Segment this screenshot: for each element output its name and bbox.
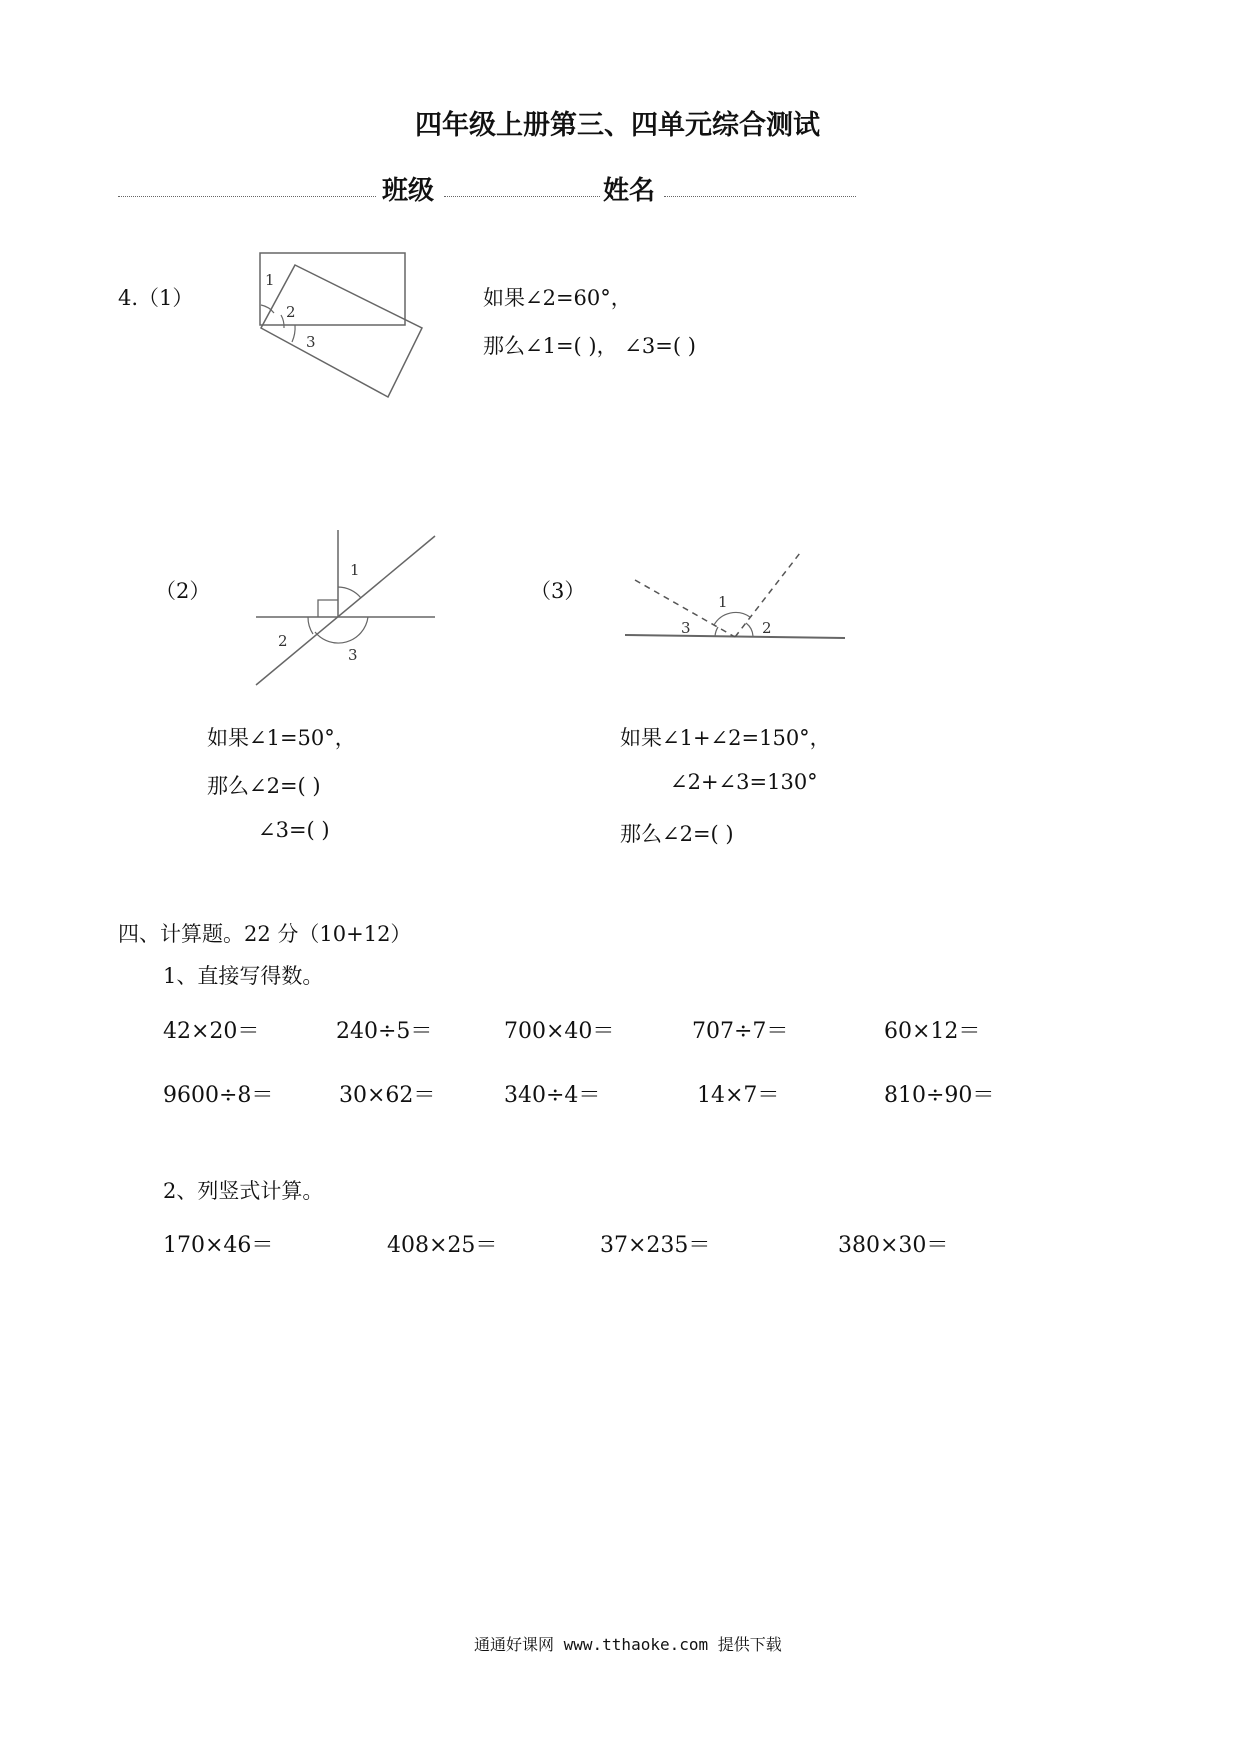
q4-part2-line1: 如果∠1=50°， bbox=[207, 726, 356, 750]
q4-part3-line2: ∠2+∠3=130° bbox=[670, 770, 818, 794]
fig-label: 3 bbox=[306, 333, 316, 351]
section4-sub1-title: 1、直接写得数。 bbox=[163, 964, 324, 988]
angle-arc bbox=[292, 325, 295, 342]
header-dotted-rule bbox=[118, 196, 376, 197]
q4-part2-line2: 那么∠2=( ) bbox=[207, 774, 321, 798]
oral-calc-item: 240÷5＝ bbox=[336, 1019, 433, 1044]
angle-arc bbox=[338, 587, 361, 598]
page-title: 四年级上册第三、四单元综合测试 bbox=[415, 110, 820, 141]
angle-arc bbox=[746, 623, 753, 637]
q4-part3-line1: 如果∠1+∠2=150°， bbox=[620, 726, 831, 750]
vertical-calc-item: 37×235＝ bbox=[600, 1233, 711, 1258]
oral-calc-item: 14×7＝ bbox=[697, 1083, 780, 1108]
q4-part2-figure bbox=[250, 530, 450, 690]
vertical-calc-item: 380×30＝ bbox=[838, 1233, 949, 1258]
fig-label: 2 bbox=[286, 303, 296, 321]
name-blank[interactable] bbox=[664, 196, 856, 197]
q4-part1-figure bbox=[250, 245, 435, 405]
q4-part1-line2: 那么∠1=( )， ∠3=( ) bbox=[483, 334, 696, 358]
q4-part1-label: 4.（1） bbox=[118, 286, 194, 310]
oral-calc-item: 707÷7＝ bbox=[692, 1019, 789, 1044]
fig-label: 2 bbox=[278, 632, 288, 650]
fig-label: 3 bbox=[681, 619, 691, 637]
class-blank[interactable] bbox=[444, 196, 600, 197]
fig-label: 1 bbox=[718, 593, 728, 611]
q4-part1-line1: 如果∠2=60°， bbox=[483, 286, 632, 310]
oral-calc-item: 9600÷8＝ bbox=[163, 1083, 274, 1108]
oral-calc-item: 340÷4＝ bbox=[504, 1083, 601, 1108]
oral-calc-item: 700×40＝ bbox=[504, 1019, 615, 1044]
angle-arc bbox=[714, 612, 750, 625]
rotated-rectangle-shape bbox=[261, 265, 422, 397]
fig-label: 1 bbox=[265, 271, 275, 289]
q4-part3-label: （3） bbox=[530, 579, 586, 603]
diagonal-line bbox=[256, 536, 435, 685]
fig-label: 3 bbox=[348, 646, 358, 664]
fig-label: 2 bbox=[762, 619, 772, 637]
section4-title: 四、计算题。22 分（10+12） bbox=[118, 922, 412, 946]
angle-arc bbox=[281, 315, 284, 328]
vertical-calc-item: 408×25＝ bbox=[387, 1233, 498, 1258]
footer-text: 通通好课网 www.tthaoke.com 提供下载 bbox=[474, 1635, 782, 1654]
right-angle-mark bbox=[318, 600, 338, 617]
section4-sub2-title: 2、列竖式计算。 bbox=[163, 1179, 324, 1203]
q4-part2-label: （2） bbox=[155, 579, 211, 603]
oral-calc-item: 42×20＝ bbox=[163, 1019, 260, 1044]
oral-calc-item: 60×12＝ bbox=[884, 1019, 981, 1044]
oral-calc-item: 810÷90＝ bbox=[884, 1083, 995, 1108]
angle-arc bbox=[308, 617, 313, 634]
name-label: 姓名 bbox=[603, 176, 656, 206]
vertical-calc-item: 170×46＝ bbox=[163, 1233, 274, 1258]
q4-part2-line3: ∠3=( ) bbox=[258, 818, 330, 842]
oral-calc-item: 30×62＝ bbox=[339, 1083, 436, 1108]
class-label: 班级 bbox=[382, 176, 435, 206]
q4-part3-line3: 那么∠2=( ) bbox=[620, 822, 734, 846]
fig-label: 1 bbox=[350, 561, 360, 579]
q4-part3-figure bbox=[615, 545, 855, 655]
